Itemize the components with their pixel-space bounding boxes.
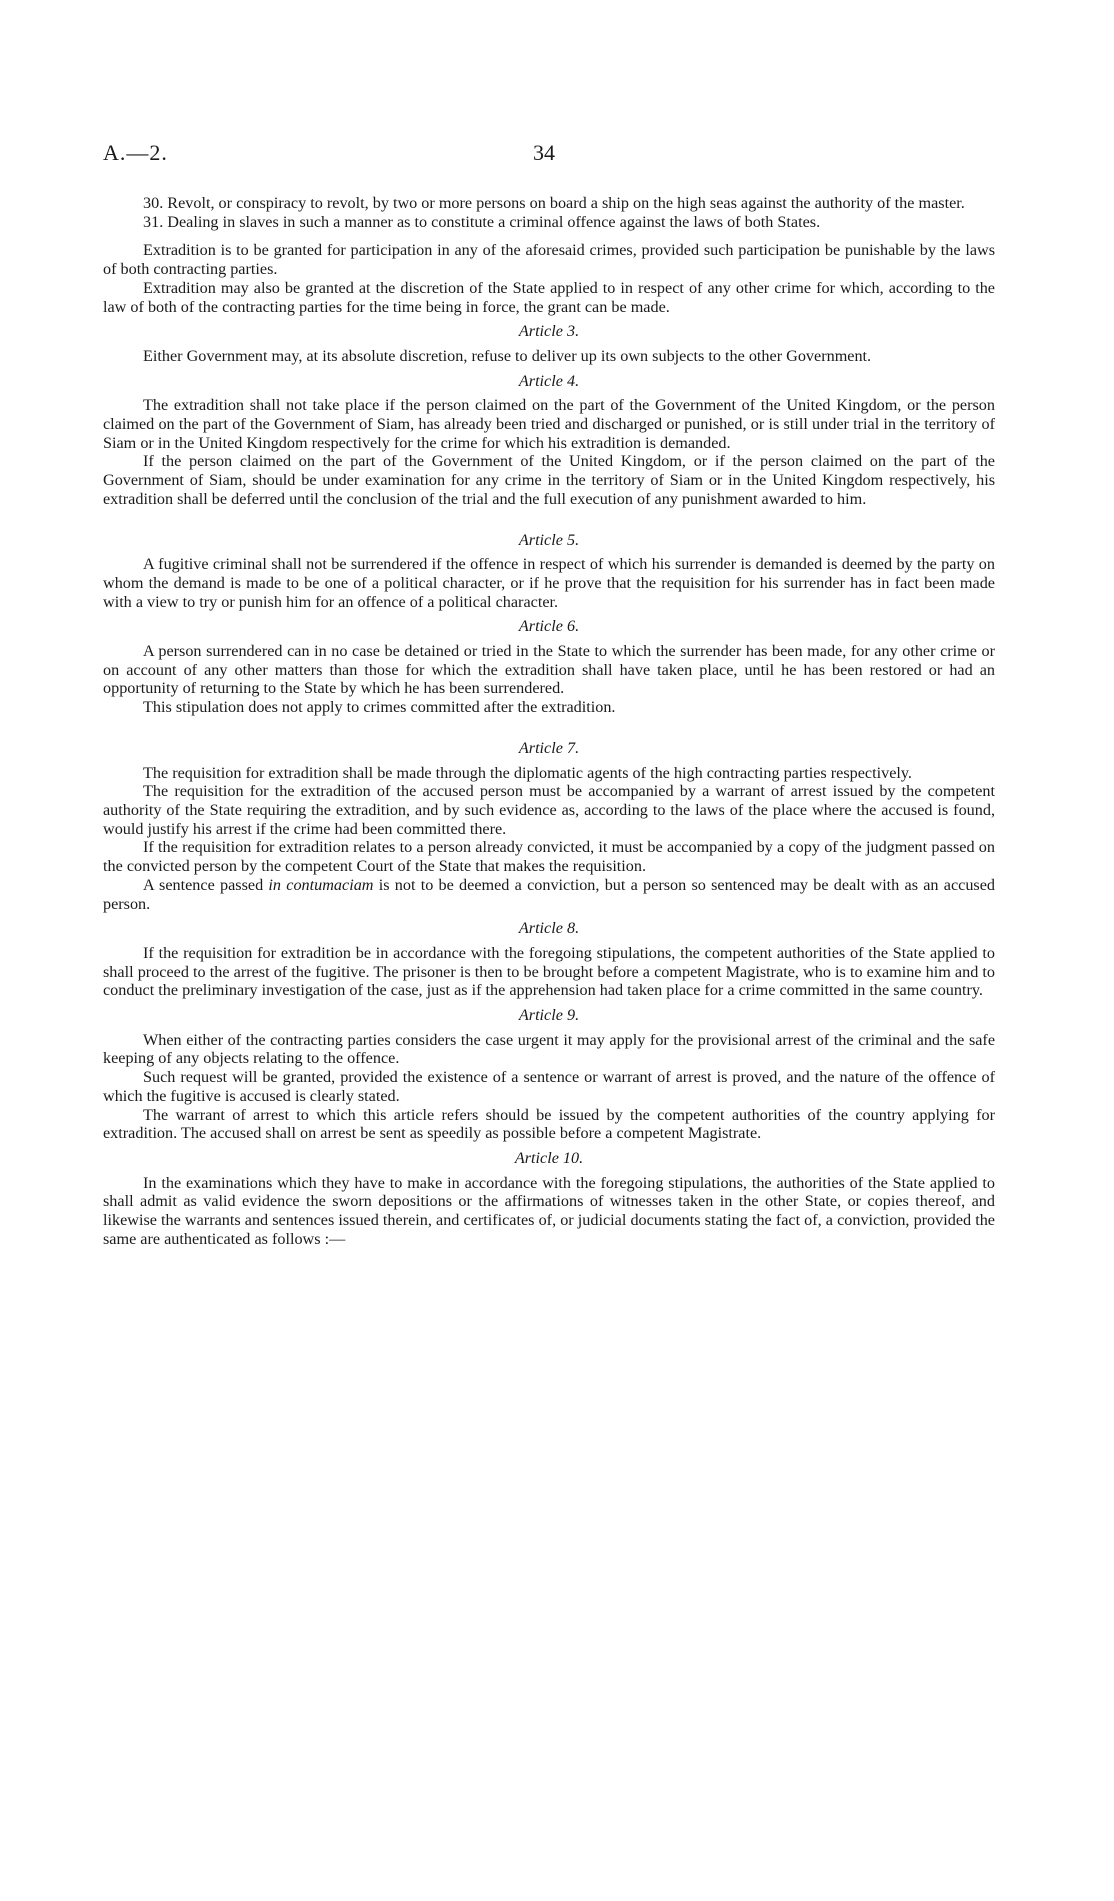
- article-7-paragraph-1: The requisition for extradition shall be made through the diplomatic agents of the high contracting parties respectively.: [143, 763, 912, 782]
- article-10-heading: Article 10.: [514, 1148, 584, 1167]
- article-7-text-end: is not to be deemed a conviction, but a person so sentenced may be dealt with as an accused person.: [103, 875, 996, 913]
- article-8-heading: Article 8.: [518, 919, 580, 938]
- clause-31: 31. Dealing in slaves in such a manner as to constitute a criminal offence against the laws of both States.: [143, 212, 821, 231]
- page-number: 34: [533, 140, 555, 165]
- article-7-paragraph-4: [103, 876, 995, 913]
- article-9-paragraph-3: The warrant of arrest to which this article refers should be issued by the competent authorities of the country applying for extradition. The accused shall on arrest be sent as speedily as possible before a competent Magistrate.: [103, 1105, 995, 1143]
- article-8-paragraph: If the requisition for extradition be in accordance with the foregoing stipulations, the competent authorities of the State applied to shall proceed to the arrest of the fugitive. The prisoner is then to be brought before a competent Magistrate, who is to examine him and to conduct the preliminary investigation of the case, just as if the apprehension had taken place for a crime committed in the same country.: [103, 943, 995, 1000]
- article-7-paragraph-2: The requisition for the extradition of the accused person must be accompanied by a warrant of arrest issued by the competent authority of the State requiring the extradition, and by such evidence as, according to the laws of the place where the accused is found, would justify his arrest if the crime had been committed there.: [103, 782, 995, 838]
- latin-term: in contumaciam: [268, 875, 374, 894]
- article-6-heading: Article 6.: [518, 617, 580, 636]
- article-4-heading: Article 4.: [518, 371, 580, 390]
- article-4-paragraph-2: If the person claimed on the part of the Government of the United Kingdom, or if the person claimed on the part of the Government of Siam, should be under examination for any crime in the territory of Siam or in the United Kingdom respectively, his extradition shall be deferred until the conclusion of the trial and the full execution of any punishment awarded to him.: [103, 452, 995, 508]
- article-6-paragraph-1: A person surrendered can in no case be detained or tried in the State to which the surrender has been made, for any other crime or on account of any other matters than those for which the extradition shall have taken place, until he has been restored or had an opportunity of returning to the State by which he has been surrendered.: [103, 642, 995, 698]
- article-9-paragraph-1: When either of the contracting parties considers the case urgent it may apply for the provisional arrest of the criminal and the safe keeping of any objects relating to the offence.: [103, 1030, 995, 1068]
- clause-30: 30. Revolt, or conspiracy to revolt, by two or more persons on board a ship on the high seas against the authority of the master.: [143, 194, 965, 212]
- document-page: [103, 140, 995, 1248]
- article-5-paragraph: A fugitive criminal shall not be surrendered if the offence in respect of which his surrender is demanded is deemed by the party on whom the demand is made to be one of a political character, or if he prove that the requisition for his surrender has in fact been made with a view to try or punish him for an offence of a political character.: [103, 555, 995, 611]
- paragraph-extradition-discretion: Extradition may also be granted at the discretion of the State applied to in respect of any other crime for which, according to the law of both of the contracting parties for the time being in force, the grant can be made.: [103, 278, 995, 316]
- article-7-text-start: A sentence passed: [143, 875, 269, 894]
- article-7-paragraph-3: If the requisition for extradition relates to a person already convicted, it must be accompanied by a copy of the judgment passed on the convicted person by the competent Court of the State that makes the requisition.: [103, 838, 995, 876]
- article-4-paragraph-1: The extradition shall not take place if the person claimed on the part of the Government of the United Kingdom, or the person claimed on the part of the Government of Siam, has already been tried and discharged or punished, or is still under trial in the territory of Siam or in the United Kingdom respectively for the crime for which his extradition is demanded.: [103, 396, 995, 452]
- article-3-heading: Article 3.: [518, 322, 580, 341]
- page-header: [103, 140, 995, 174]
- article-10-paragraph: In the examinations which they have to make in accordance with the foregoing stipulations, the authorities of the State applied to shall admit as valid evidence the sworn depositions or the affirmations of witnesses taken in the other State, or copies thereof, and likewise the warrants and sentences issued therein, and certificates of, or judicial documents stating the fact of, a conviction, provided the same are authenticated as follows :—: [103, 1173, 995, 1248]
- document-body: [103, 194, 995, 1248]
- article-6-paragraph-2: This stipulation does not apply to crimes committed after the extradition.: [143, 698, 616, 717]
- article-7-heading: Article 7.: [518, 738, 580, 757]
- paragraph-extradition-participation: Extradition is to be granted for participation in any of the aforesaid crimes, provided such participation be punishable by the laws of both contracting parties.: [103, 241, 995, 279]
- article-5-heading: Article 5.: [518, 530, 580, 549]
- document-reference: A.—2.: [103, 140, 168, 165]
- article-9-paragraph-2: Such request will be granted, provided the existence of a sentence or warrant of arrest is proved, and the nature of the offence of which the fugitive is accused is clearly stated.: [103, 1068, 995, 1105]
- article-9-heading: Article 9.: [518, 1006, 580, 1025]
- article-3-paragraph: Either Government may, at its absolute discretion, refuse to deliver up its own subjects to the other Government.: [143, 346, 872, 365]
